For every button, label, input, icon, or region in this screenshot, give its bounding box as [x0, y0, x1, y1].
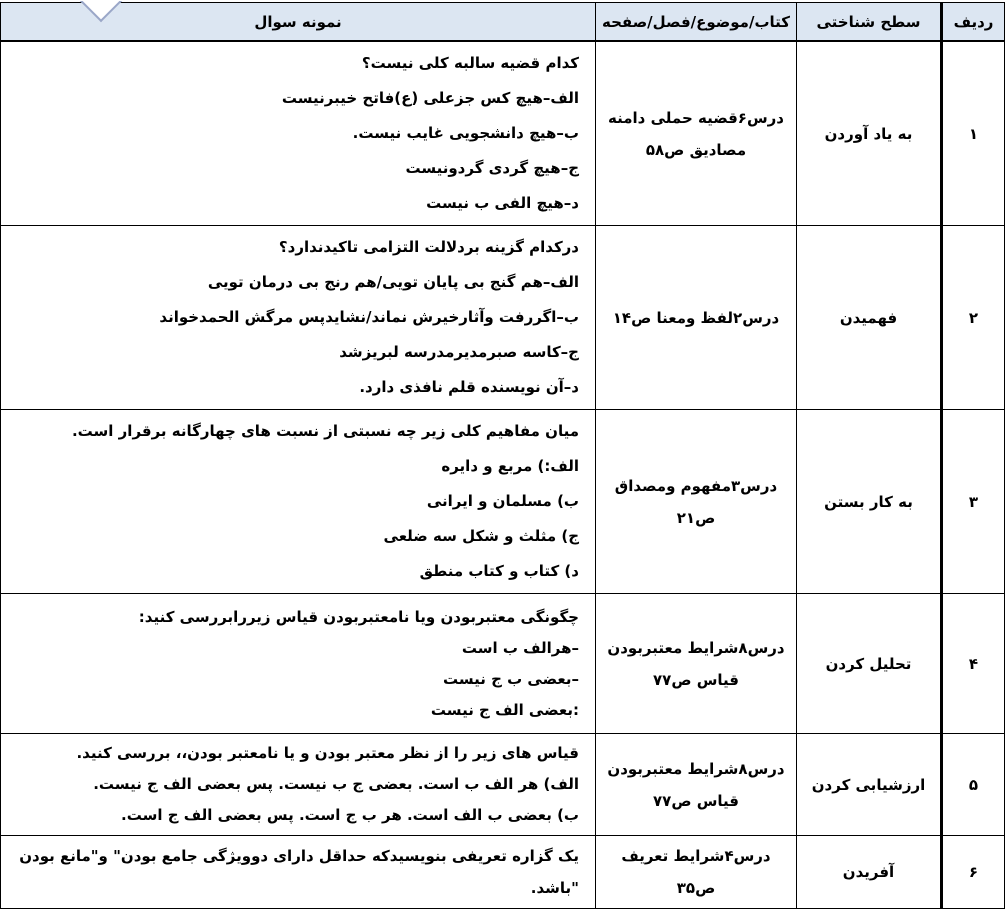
question-line: یک گزاره تعریفی بنویسیدکه حداقل دارای دوویژگی جامع بودن" و"مانع بودن "باشد. — [19, 847, 579, 897]
source-line: قیاس ص۷۷ — [653, 670, 739, 689]
source-cell — [596, 594, 797, 734]
question-line: الف) هر الف ب است. بعضی ج ب نیست. پس بعضی الف ج نیست. — [93, 775, 579, 793]
question-cell — [1, 594, 596, 734]
question-cell — [1, 734, 596, 836]
question-line: ب) مسلمان و ایرانی — [426, 492, 579, 510]
question-line: ب–هیچ دانشجویی غایب نیست. — [352, 124, 579, 142]
cognitive-level: به یاد آوردن — [797, 41, 942, 226]
table-row — [1, 226, 1005, 410]
header-source: کتاب/موضوع/فصل/صفحه — [596, 3, 797, 42]
row-index: ۱ — [942, 41, 1005, 226]
question-line: چگونگی معتبربودن ویا نامعتبربودن قیاس زیررابررسی کنید: — [138, 607, 579, 626]
source-line: درس۴شرایط تعریف — [621, 847, 771, 865]
source-cell — [596, 226, 797, 410]
question-line: :بعضی الف ج نیست — [430, 700, 579, 719]
question-cell — [1, 226, 596, 410]
question-cell — [1, 836, 596, 909]
question-line: ج) مثلث و شکل سه ضلعی — [383, 527, 579, 545]
row-index: ۵ — [942, 734, 1005, 836]
header-row — [1, 3, 1005, 42]
question-line: –بعضی ب ج نیست — [442, 669, 579, 688]
source-line: ص۳۵ — [676, 879, 716, 897]
question-line: قیاس های زیر را از نظر معتبر بودن و یا نامعتبر بودن،، بررسی کنید. — [76, 744, 579, 762]
source-line: قیاس ص۷۷ — [653, 791, 739, 810]
cognitive-level: به کار بستن — [797, 410, 942, 594]
question-line: الف–هم گنج بی پایان تویی/هم رنج بی درمان تویی — [207, 273, 579, 291]
row-index: ۶ — [942, 836, 1005, 909]
table-row — [1, 41, 1005, 226]
table-row — [1, 734, 1005, 836]
source-cell — [596, 410, 797, 594]
question-line: درکدام گزینه بردلالت التزامی تاکیدندارد؟ — [278, 238, 579, 256]
source-cell — [596, 836, 797, 909]
source-line: درس۸شرایط معتبربودن — [607, 638, 785, 657]
question-line: الف–هیچ کس جزعلی (ع)فاتح خیبرنیست — [281, 89, 579, 107]
question-line: د) کتاب و کتاب منطق — [419, 562, 579, 580]
table-row — [1, 594, 1005, 734]
cognitive-level: فهمیدن — [797, 226, 942, 410]
table-row — [1, 410, 1005, 594]
source-line: درس۸شرایط معتبربودن — [607, 759, 785, 778]
question-line: ب–اگررفت وآثارخیرش نماند/نشایدپس مرگش الحمدخواند — [159, 308, 579, 326]
cognitive-level: آفریدن — [797, 836, 942, 909]
source-line: درس۲لفظ ومعنا ص۱۴ — [612, 308, 780, 327]
question-line: د–هیچ الفی ب نیست — [426, 194, 579, 212]
source-line: درس۳مفهوم ومصداق — [614, 476, 778, 495]
header-level: سطح شناختی — [797, 3, 942, 42]
question-line: د–آن نویسنده قلم نافذی دارد. — [359, 378, 579, 396]
source-line: ص۲۱ — [676, 508, 716, 527]
header-question: نمونه سوال — [1, 3, 596, 42]
question-line: ج–هیچ گردی گردونیست — [405, 159, 579, 177]
question-table — [0, 2, 1005, 909]
header-index: ردیف — [942, 3, 1005, 42]
source-line: مصادیق ص۵۸ — [645, 140, 747, 159]
row-index: ۲ — [942, 226, 1005, 410]
question-line: کدام قضیه سالبه کلی نیست؟ — [361, 54, 579, 72]
question-cell — [1, 41, 596, 226]
question-line: –هرالف ب است — [461, 638, 579, 657]
row-index: ۴ — [942, 594, 1005, 734]
question-line: ب) بعضی ب الف است. هر ب ج است. پس بعضی الف ج است. — [121, 806, 579, 824]
question-line: الف:) مربع و دایره — [441, 457, 579, 475]
question-line: میان مفاهیم کلی زیر چه نسبتی از نسبت های چهارگانه برقرار است. — [71, 422, 579, 440]
table-row — [1, 836, 1005, 909]
question-cell — [1, 410, 596, 594]
question-line: ج–کاسه صبرمدیرمدرسه لبریزشد — [339, 343, 579, 361]
source-line: درس۶قضیه حملی دامنه — [608, 108, 784, 127]
row-index: ۳ — [942, 410, 1005, 594]
source-cell — [596, 734, 797, 836]
cognitive-level: ارزشیابی کردن — [797, 734, 942, 836]
cognitive-level: تحلیل کردن — [797, 594, 942, 734]
source-cell — [596, 41, 797, 226]
